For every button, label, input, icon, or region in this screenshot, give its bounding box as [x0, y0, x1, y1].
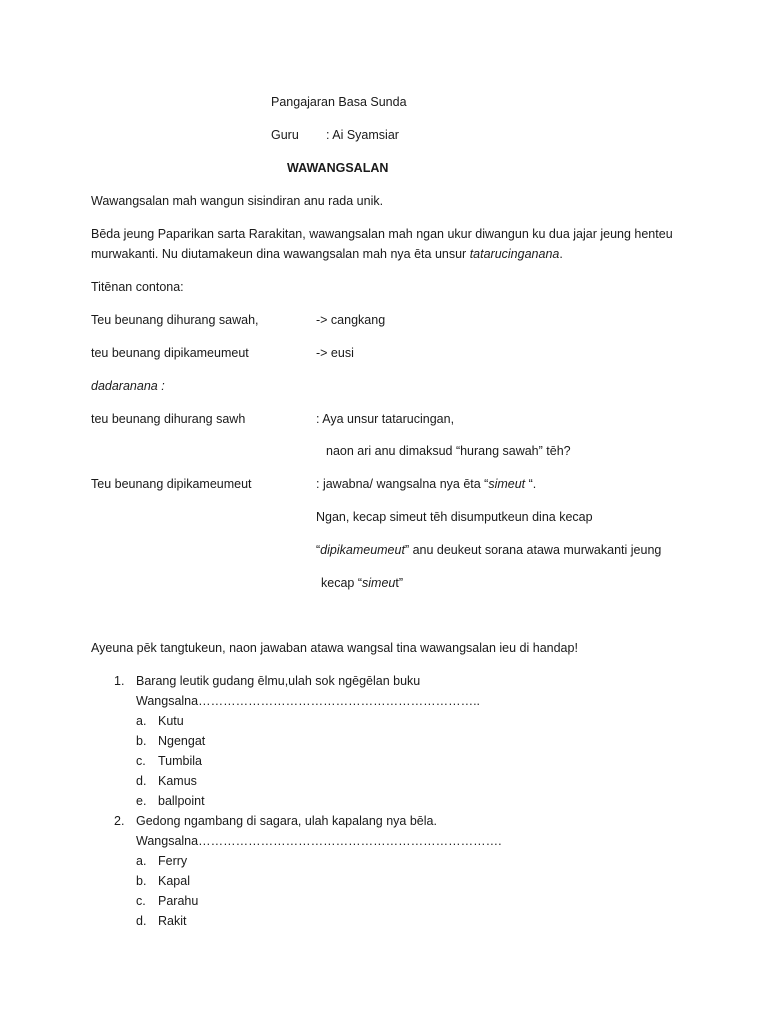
explanation-line-3	[321, 575, 403, 591]
cont2-italic: dipikameumeut	[320, 543, 405, 557]
option-letter: b.	[136, 874, 147, 888]
example-row3-left: teu beunang dihurang sawh	[91, 412, 246, 426]
row4-end: “.	[525, 477, 537, 491]
teacher-name: : Ai Syamsiar	[326, 128, 399, 142]
option-text: Rakit	[158, 914, 187, 928]
option-letter: d.	[136, 914, 147, 928]
row4-text: : jawabna/ wangsalna nya ēta “	[316, 477, 489, 491]
explanation-line-2	[316, 542, 661, 558]
answer-line: Wangsalna…………………………………………………………..	[136, 694, 481, 708]
option-text: Ferry	[158, 854, 188, 868]
option-letter: d.	[136, 774, 147, 788]
option-letter: a.	[136, 854, 147, 868]
example-row1-left: Teu beunang dihurang sawah,	[91, 313, 259, 327]
task-instruction: Ayeuna pēk tangtukeun, naon jawaban atawa wangsal tina wawangsalan ieu di handap!	[91, 641, 578, 655]
example-row1-right: -> cangkang	[316, 313, 386, 327]
option-letter: a.	[136, 714, 147, 728]
example-row4-right	[316, 476, 536, 492]
example-row3-right: : Aya unsur tatarucingan,	[316, 412, 455, 426]
option-text: Tumbila	[158, 754, 202, 768]
option-text: Kamus	[158, 774, 197, 788]
option-text: Kutu	[158, 714, 184, 728]
row4-italic: simeut	[488, 477, 526, 491]
example-row3-continuation: naon ari anu dimaksud “hurang sawah” tēh?	[326, 444, 571, 458]
question-number: 2.	[114, 814, 125, 828]
dadaranana-label: dadaranana :	[91, 379, 165, 393]
question-number: 1.	[114, 674, 125, 688]
option-letter: c.	[136, 754, 146, 768]
intro-paragraph-2-line-1: Bēda jeung Paparikan sarta Rarakitan, wawangsalan mah ngan ukur diwangun ku dua jajar jeung henteu	[91, 227, 673, 241]
example-row4-left: Teu beunang dipikameumeut	[91, 477, 252, 491]
titenan-heading: Titēnan contona:	[91, 280, 184, 294]
cont3-italic: simeu	[362, 576, 396, 590]
option-text: ballpoint	[158, 794, 205, 808]
intro-p2-text: murwakanti. Nu diutamakeun dina wawangsalan mah nya ēta unsur	[91, 247, 470, 261]
explanation-line-1: Ngan, kecap simeut tēh disumputkeun dina kecap	[316, 510, 593, 524]
answer-line: Wangsalna……………………………………………………………….	[136, 834, 502, 848]
question-text: Gedong ngambang di sagara, ulah kapalang nya bēla.	[136, 814, 437, 828]
option-text: Kapal	[158, 874, 190, 888]
intro-paragraph-2-line-2	[91, 246, 563, 262]
example-row2-left: teu beunang dipikameumeut	[91, 346, 249, 360]
option-text: Ngengat	[158, 734, 206, 748]
intro-p2-end: .	[559, 247, 563, 261]
cont3-text: kecap “	[321, 576, 362, 590]
cont3-end: t”	[395, 576, 403, 590]
question-text: Barang leutik gudang ēlmu,ulah sok ngēgēlan buku	[136, 674, 421, 688]
example-row2-right: -> eusi	[316, 346, 354, 360]
option-letter: c.	[136, 894, 146, 908]
teacher-label: Guru	[271, 128, 299, 142]
intro-p2-italic: tatarucinganana	[469, 247, 560, 261]
intro-paragraph-1: Wawangsalan mah wangun sisindiran anu rada unik.	[91, 194, 384, 208]
option-letter: e.	[136, 794, 147, 808]
course-title: Pangajaran Basa Sunda	[271, 95, 407, 109]
option-letter: b.	[136, 734, 147, 748]
document-title: WAWANGSALAN	[287, 161, 389, 175]
option-text: Parahu	[158, 894, 199, 908]
cont2-quote: “	[316, 543, 321, 557]
cont2-end: ” anu deukeut sorana atawa murwakanti jeung	[404, 543, 662, 557]
